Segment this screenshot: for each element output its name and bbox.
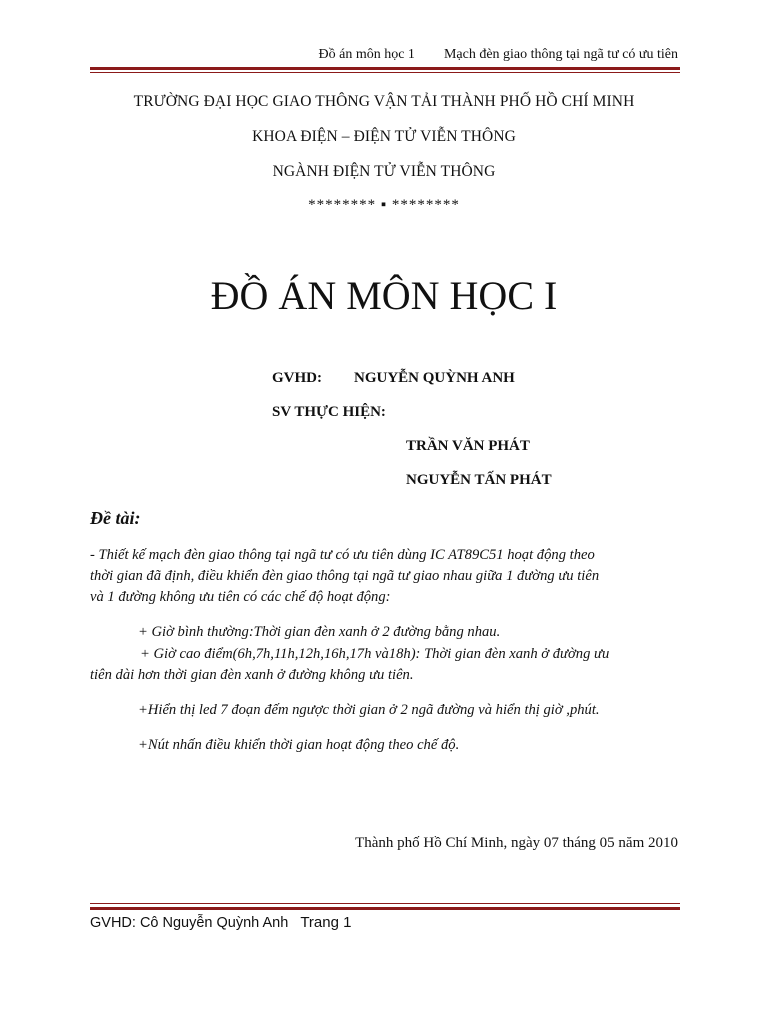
footer-rule-thin [90, 903, 680, 904]
students-label: SV THỰC HIỆN: [272, 404, 386, 420]
document-date: Thành phố Hồ Chí Minh, ngày 07 tháng 05 năm 2010 [355, 835, 678, 851]
document-title: ĐỒ ÁN MÔN HỌC I [210, 273, 558, 318]
topic-item-buttons: +Nút nhấn điều khiển thời gian hoạt động theo chế độ. [138, 737, 460, 753]
faculty-name: KHOA ĐIỆN – ĐIỆN TỬ VIỄN THÔNG [252, 128, 516, 145]
footer-page-number: Trang 1 [300, 914, 352, 931]
major-name: NGÀNH ĐIỆN TỬ VIỄN THÔNG [272, 163, 496, 180]
header-topic: Mạch đèn giao thông tại ngã tư có ưu tiên [443, 47, 678, 62]
topic-line: - Thiết kế mạch đèn giao thông tại ngã tư có ưu tiên dùng IC AT89C51 hoạt động theo [90, 547, 595, 563]
header-rule-thin [90, 72, 680, 73]
separator-stars: ******** ▪ ******** [308, 197, 460, 213]
header-rule-thick [90, 67, 680, 70]
topic-item-peak-hours-cont: tiên dài hơn thời gian đèn xanh ở đường không ưu tiên. [90, 667, 414, 683]
page-footer [90, 914, 351, 931]
university-name: TRƯỜNG ĐẠI HỌC GIAO THÔNG VẬN TẢI THÀNH PHỐ HỒ CHÍ MINH [133, 93, 635, 110]
topic-paragraph [90, 545, 680, 608]
advisor-label: GVHD: [272, 370, 322, 386]
student-name: TRẦN VĂN PHÁT [406, 438, 530, 454]
topic-item-led-display: +Hiển thị led 7 đoạn đếm ngược thời gian ở 2 ngã đường và hiển thị giờ ,phút. [138, 702, 600, 718]
header-course: Đồ án môn học 1 [318, 47, 415, 62]
advisor-name: NGUYỄN QUỲNH ANH [354, 370, 515, 386]
topic-line: thời gian đã định, điều khiển đèn giao thông tại ngã tư giao nhau giữa 1 đường ưu tiên [90, 568, 600, 584]
page-header [90, 47, 678, 63]
topic-item-normal-hours: + Giờ bình thường:Thời gian đèn xanh ở 2 đường bằng nhau. [138, 624, 501, 640]
footer-rule-thick [90, 907, 680, 910]
footer-advisor: GVHD: Cô Nguyễn Quỳnh Anh [90, 915, 289, 931]
topic-item-peak-hours: + Giờ cao điểm(6h,7h,11h,12h,16h,17h và18h): Thời gian đèn xanh ở đường ưu [140, 646, 610, 662]
topic-heading: Đề tài: [90, 508, 141, 528]
student-name: NGUYỄN TẤN PHÁT [406, 472, 552, 488]
topic-line: và 1 đường không ưu tiên có các chế độ hoạt động: [90, 589, 391, 605]
